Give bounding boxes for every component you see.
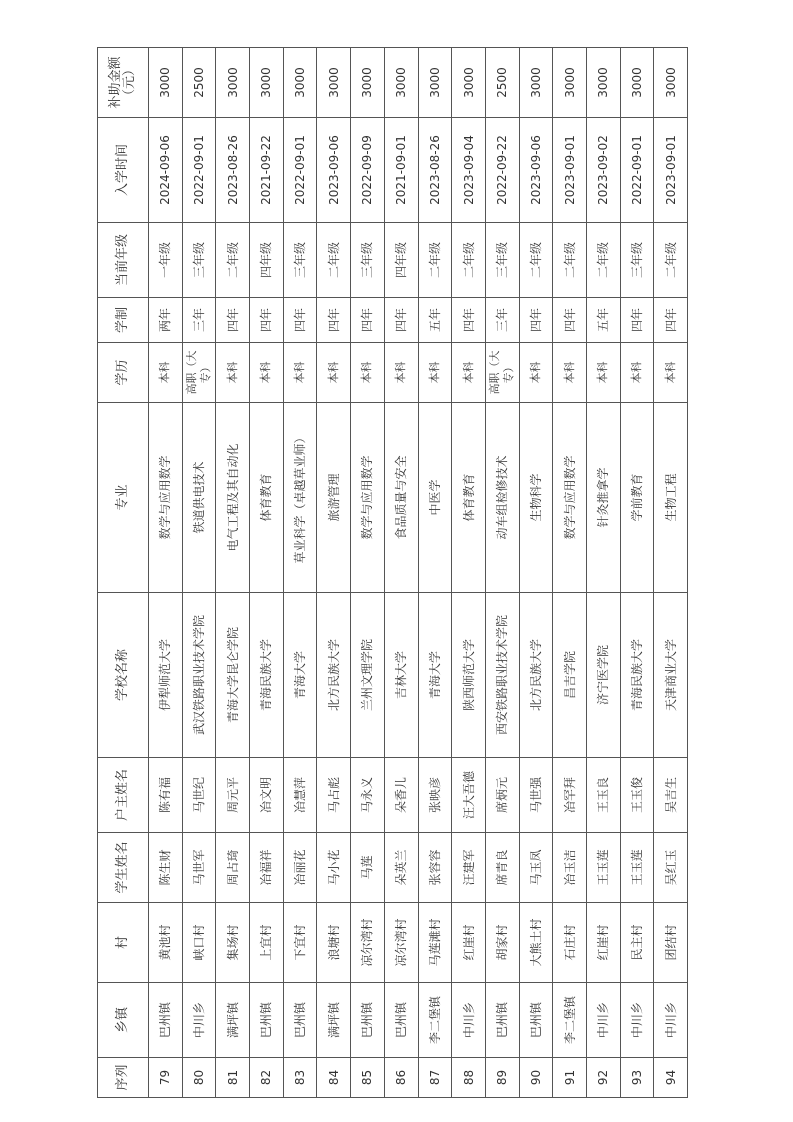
- program-length: 四年: [250, 298, 284, 343]
- current-grade: 三年级: [182, 223, 216, 298]
- subsidy-amount: 3000: [519, 48, 553, 118]
- village: 凉尔湾村: [351, 903, 385, 983]
- town: 巴州镇: [519, 983, 553, 1058]
- subsidy-amount: 3000: [452, 48, 486, 118]
- town: 中川乡: [654, 983, 688, 1058]
- student-name: 冶福祥: [250, 833, 284, 903]
- table-row: [250, 48, 284, 1098]
- major: 学前教育: [620, 403, 654, 593]
- town: 巴州镇: [384, 983, 418, 1058]
- program-length: 三年: [182, 298, 216, 343]
- header-village: 村: [98, 903, 149, 983]
- education: 本科: [250, 343, 284, 403]
- table-row: [384, 48, 418, 1098]
- student-name: 马莲: [351, 833, 385, 903]
- school-name: 伊犁师范大学: [149, 593, 183, 758]
- education: 本科: [317, 343, 351, 403]
- village: 红崖村: [586, 903, 620, 983]
- town: 李二堡镇: [553, 983, 587, 1058]
- village: 红崖村: [452, 903, 486, 983]
- subsidy-amount: 3000: [283, 48, 317, 118]
- education: 本科: [384, 343, 418, 403]
- village: 民主村: [620, 903, 654, 983]
- subsidy-amount: 3000: [149, 48, 183, 118]
- current-grade: 四年级: [250, 223, 284, 298]
- program-length: 四年: [283, 298, 317, 343]
- school-name: 青海大学: [418, 593, 452, 758]
- school-name: 北方民族大学: [519, 593, 553, 758]
- header-row: [98, 48, 149, 1098]
- enrollment-date: 2023-09-01: [654, 118, 688, 223]
- row-index: 94: [654, 1058, 688, 1098]
- town: 巴州镇: [250, 983, 284, 1058]
- town: 李二堡镇: [418, 983, 452, 1058]
- householder-name: 马世纪: [182, 758, 216, 833]
- education: 本科: [620, 343, 654, 403]
- current-grade: 二年级: [418, 223, 452, 298]
- subsidy-amount: 3000: [418, 48, 452, 118]
- householder-name: 陈有福: [149, 758, 183, 833]
- householder-name: 马永义: [351, 758, 385, 833]
- current-grade: 二年级: [452, 223, 486, 298]
- education: 高职（大专）: [485, 343, 519, 403]
- householder-name: 汪大吾德: [452, 758, 486, 833]
- enrollment-date: 2022-09-01: [182, 118, 216, 223]
- current-grade: 四年级: [384, 223, 418, 298]
- village: 马莲滩村: [418, 903, 452, 983]
- householder-name: 冶文明: [250, 758, 284, 833]
- student-name: 王玉莲: [620, 833, 654, 903]
- enrollment-date: 2022-09-01: [620, 118, 654, 223]
- enrollment-date: 2021-09-01: [384, 118, 418, 223]
- subsidy-amount: 3000: [553, 48, 587, 118]
- education: 本科: [149, 343, 183, 403]
- current-grade: 三年级: [283, 223, 317, 298]
- householder-name: 马占彪: [317, 758, 351, 833]
- town: 中川乡: [452, 983, 486, 1058]
- school-name: 陕西师范大学: [452, 593, 486, 758]
- table-row: [283, 48, 317, 1098]
- enrollment-date: 2023-09-04: [452, 118, 486, 223]
- header-enrollment-date: 入学时间: [98, 118, 149, 223]
- subsidy-amount: 3000: [586, 48, 620, 118]
- major: 生物科学: [519, 403, 553, 593]
- row-index: 91: [553, 1058, 587, 1098]
- student-name: 冶丽花: [283, 833, 317, 903]
- major: 数学与应用数学: [553, 403, 587, 593]
- school-name: 天津商业大学: [654, 593, 688, 758]
- householder-name: 朵香儿: [384, 758, 418, 833]
- row-index: 90: [519, 1058, 553, 1098]
- current-grade: 二年级: [216, 223, 250, 298]
- student-name: 席青良: [485, 833, 519, 903]
- program-length: 四年: [317, 298, 351, 343]
- row-index: 86: [384, 1058, 418, 1098]
- table-row: [216, 48, 250, 1098]
- header-current-grade: 当前年级: [98, 223, 149, 298]
- row-index: 83: [283, 1058, 317, 1098]
- enrollment-date: 2022-09-09: [351, 118, 385, 223]
- table-row: [418, 48, 452, 1098]
- program-length: 四年: [216, 298, 250, 343]
- major: 数学与应用数学: [351, 403, 385, 593]
- table-body: [149, 48, 688, 1098]
- village: 石庄村: [553, 903, 587, 983]
- village: 黄池村: [149, 903, 183, 983]
- row-index: 80: [182, 1058, 216, 1098]
- header-program-length: 学制: [98, 298, 149, 343]
- town: 巴州镇: [485, 983, 519, 1058]
- school-name: 兰州文理学院: [351, 593, 385, 758]
- major: 针灸推拿学: [586, 403, 620, 593]
- current-grade: 二年级: [654, 223, 688, 298]
- table-row: [553, 48, 587, 1098]
- town: 巴州镇: [351, 983, 385, 1058]
- school-name: 青海民族大学: [250, 593, 284, 758]
- enrollment-date: 2024-09-06: [149, 118, 183, 223]
- school-name: 青海大学: [283, 593, 317, 758]
- village: 大熊土村: [519, 903, 553, 983]
- subsidy-amount: 3000: [384, 48, 418, 118]
- table-row: [182, 48, 216, 1098]
- subsidy-amount: 3000: [654, 48, 688, 118]
- program-length: 四年: [351, 298, 385, 343]
- major: 动车组检修技术: [485, 403, 519, 593]
- student-name: 马小花: [317, 833, 351, 903]
- major: 旅游管理: [317, 403, 351, 593]
- table-row: [351, 48, 385, 1098]
- householder-name: 席炳元: [485, 758, 519, 833]
- header-education: 学历: [98, 343, 149, 403]
- subsidy-amount: 3000: [250, 48, 284, 118]
- education: 本科: [452, 343, 486, 403]
- enrollment-date: 2022-09-22: [485, 118, 519, 223]
- school-name: 青海大学昆仑学院: [216, 593, 250, 758]
- table-row: [317, 48, 351, 1098]
- village: 上宜村: [250, 903, 284, 983]
- table-row: [149, 48, 183, 1098]
- header-town: 乡镇: [98, 983, 149, 1058]
- program-length: 四年: [654, 298, 688, 343]
- program-length: 三年: [485, 298, 519, 343]
- village: 峡口村: [182, 903, 216, 983]
- subsidy-amount: 3000: [620, 48, 654, 118]
- householder-name: 王玉良: [586, 758, 620, 833]
- student-name: 张容容: [418, 833, 452, 903]
- table-row: [620, 48, 654, 1098]
- row-index: 84: [317, 1058, 351, 1098]
- village: 浪塘村: [317, 903, 351, 983]
- village: 凉尔湾村: [384, 903, 418, 983]
- student-name: 马玉凤: [519, 833, 553, 903]
- town: 中川乡: [586, 983, 620, 1058]
- header-householder-name: 户主姓名: [98, 758, 149, 833]
- education: 本科: [654, 343, 688, 403]
- school-name: 武汉铁路职业技术学院: [182, 593, 216, 758]
- header-school-name: 学校名称: [98, 593, 149, 758]
- village: 集场村: [216, 903, 250, 983]
- education: 本科: [586, 343, 620, 403]
- current-grade: 一年级: [149, 223, 183, 298]
- village: 胡家村: [485, 903, 519, 983]
- rotated-page: [97, 56, 687, 1098]
- education: 本科: [283, 343, 317, 403]
- enrollment-date: 2021-09-22: [250, 118, 284, 223]
- enrollment-date: 2022-09-01: [283, 118, 317, 223]
- student-name: 陈生财: [149, 833, 183, 903]
- header-subsidy-amount: 补助金额（元）: [98, 48, 149, 118]
- school-name: 西安铁路职业技术学院: [485, 593, 519, 758]
- enrollment-date: 2023-09-01: [553, 118, 587, 223]
- town: 中川乡: [620, 983, 654, 1058]
- major: 食品质量与安全: [384, 403, 418, 593]
- householder-name: 吴吉生: [654, 758, 688, 833]
- header-index: 序列: [98, 1058, 149, 1098]
- householder-name: 马世强: [519, 758, 553, 833]
- program-length: 四年: [620, 298, 654, 343]
- education: 本科: [351, 343, 385, 403]
- school-name: 昌吉学院: [553, 593, 587, 758]
- row-index: 93: [620, 1058, 654, 1098]
- education: 本科: [418, 343, 452, 403]
- current-grade: 二年级: [553, 223, 587, 298]
- householder-name: 王玉俊: [620, 758, 654, 833]
- program-length: 四年: [452, 298, 486, 343]
- header-student-name: 学生姓名: [98, 833, 149, 903]
- program-length: 五年: [586, 298, 620, 343]
- school-name: 济宁医学院: [586, 593, 620, 758]
- row-index: 92: [586, 1058, 620, 1098]
- row-index: 85: [351, 1058, 385, 1098]
- subsidy-amount: 2500: [485, 48, 519, 118]
- major: 电气工程及其自动化: [216, 403, 250, 593]
- education: 本科: [216, 343, 250, 403]
- enrollment-date: 2023-09-06: [519, 118, 553, 223]
- row-index: 87: [418, 1058, 452, 1098]
- householder-name: 周元平: [216, 758, 250, 833]
- student-name: 马世军: [182, 833, 216, 903]
- student-name: 吴红玉: [654, 833, 688, 903]
- major: 中医学: [418, 403, 452, 593]
- row-index: 89: [485, 1058, 519, 1098]
- row-index: 81: [216, 1058, 250, 1098]
- program-length: 两年: [149, 298, 183, 343]
- table-row: [519, 48, 553, 1098]
- row-index: 88: [452, 1058, 486, 1098]
- education: 本科: [553, 343, 587, 403]
- header-major: 专业: [98, 403, 149, 593]
- current-grade: 三年级: [485, 223, 519, 298]
- enrollment-date: 2023-09-02: [586, 118, 620, 223]
- program-length: 四年: [519, 298, 553, 343]
- householder-name: 冶罕拜: [553, 758, 587, 833]
- program-length: 四年: [553, 298, 587, 343]
- current-grade: 二年级: [317, 223, 351, 298]
- subsidy-amount: 2500: [182, 48, 216, 118]
- major: 铁道供电技术: [182, 403, 216, 593]
- school-name: 吉林大学: [384, 593, 418, 758]
- student-name: 周占琦: [216, 833, 250, 903]
- major: 体育教育: [250, 403, 284, 593]
- row-index: 82: [250, 1058, 284, 1098]
- education: 高职（大专）: [182, 343, 216, 403]
- town: 满坪镇: [317, 983, 351, 1058]
- town: 巴州镇: [283, 983, 317, 1058]
- student-name: 朵英兰: [384, 833, 418, 903]
- enrollment-date: 2023-09-06: [317, 118, 351, 223]
- student-name: 汪建军: [452, 833, 486, 903]
- program-length: 四年: [384, 298, 418, 343]
- table-row: [654, 48, 688, 1098]
- town: 中川乡: [182, 983, 216, 1058]
- enrollment-date: 2023-08-26: [418, 118, 452, 223]
- village: 团结村: [654, 903, 688, 983]
- major: 草业科学（卓越草业师）: [283, 403, 317, 593]
- major: 生物工程: [654, 403, 688, 593]
- current-grade: 二年级: [519, 223, 553, 298]
- subsidy-amount: 3000: [351, 48, 385, 118]
- student-subsidy-table: [97, 47, 688, 1098]
- major: 数学与应用数学: [149, 403, 183, 593]
- table-row: [452, 48, 486, 1098]
- householder-name: 张映彦: [418, 758, 452, 833]
- program-length: 五年: [418, 298, 452, 343]
- school-name: 北方民族大学: [317, 593, 351, 758]
- row-index: 79: [149, 1058, 183, 1098]
- education: 本科: [519, 343, 553, 403]
- current-grade: 三年级: [351, 223, 385, 298]
- subsidy-amount: 3000: [216, 48, 250, 118]
- subsidy-amount: 3000: [317, 48, 351, 118]
- student-name: 冶玉洁: [553, 833, 587, 903]
- village: 下宜村: [283, 903, 317, 983]
- householder-name: 冶慧萍: [283, 758, 317, 833]
- major: 体育教育: [452, 403, 486, 593]
- table-row: [485, 48, 519, 1098]
- student-name: 王玉莲: [586, 833, 620, 903]
- town: 满坪镇: [216, 983, 250, 1058]
- enrollment-date: 2023-08-26: [216, 118, 250, 223]
- school-name: 青海民族大学: [620, 593, 654, 758]
- current-grade: 三年级: [620, 223, 654, 298]
- town: 巴州镇: [149, 983, 183, 1058]
- current-grade: 二年级: [586, 223, 620, 298]
- table-row: [586, 48, 620, 1098]
